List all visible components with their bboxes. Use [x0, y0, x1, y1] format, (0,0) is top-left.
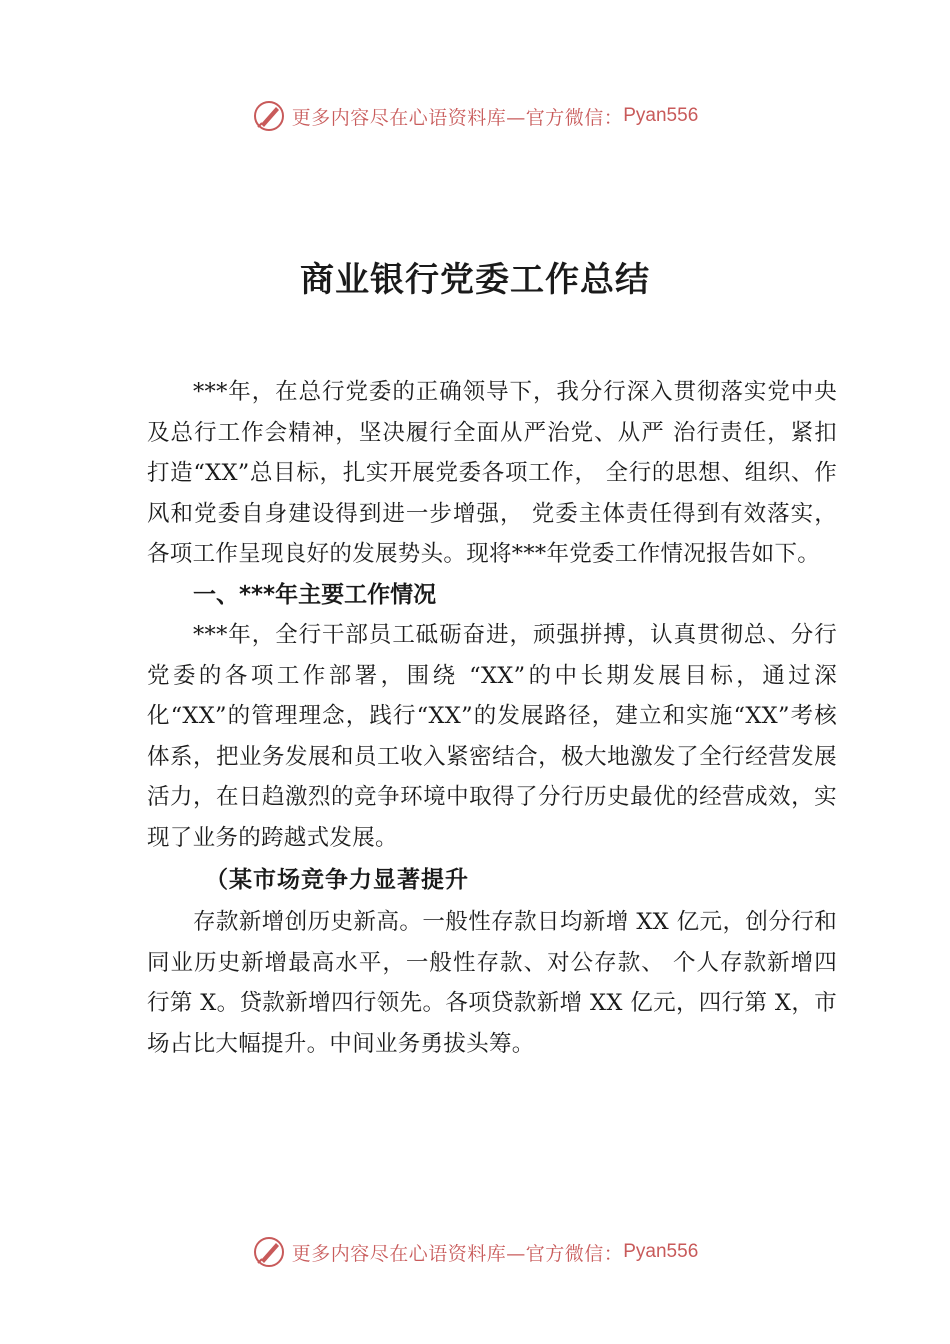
footer-banner: [0, 1232, 950, 1272]
section-paragraph: ***年，全行干部员工砥砺奋进，顽强拼搏，认真贯彻总、分行党委的各项工作部署，围绕 “XX”的中长期发展目标，通过深化“XX”的管理理念，践行“XX”的发展路径，建立和实施“XX”考核体系，把业务发展和员工收入紧密结合，极大地激发了全行经营发展活力，在日趋激烈的竞争环境中取得了分行历史最优的经营成效，实现了业务的跨越式发展。: [147, 622, 837, 851]
pen-circle-icon: [252, 1235, 286, 1269]
document-body: [147, 372, 837, 1064]
wechat-id: Pyan556: [623, 1241, 699, 1262]
page-title: 商业银行党委工作总结: [300, 260, 650, 300]
intro-paragraph: ***年，在总行党委的正确领导下，我分行深入贯彻落实党中央及总行工作会精神，坚决履行全面从严治党、从严 治行责任，紧扣打造“XX”总目标，扎实开展党委各项工作， 全行的思想、组织、作风和党委自身建设得到进一步增强， 党委主体责任得到有效落实，各项工作呈现良好的发展势头。现将***年党委工作情况报告如下。: [147, 379, 837, 567]
header-banner: [0, 96, 950, 136]
banner-text: 更多内容尽在心语资料库—官方微信：: [291, 1242, 624, 1265]
section-heading: 一、***年主要工作情况: [193, 581, 437, 608]
wechat-id: Pyan556: [623, 105, 699, 126]
subsection-heading: （某市场竞争力显著提升: [205, 866, 469, 893]
pen-circle-icon: [252, 99, 286, 133]
banner-text: 更多内容尽在心语资料库—官方微信：: [291, 106, 624, 129]
subsection-paragraph: 存款新增创历史新高。一般性存款日均新增 XX 亿元，创分行和同业历史新增最高水平，一般性存款、对公存款、 个人存款新增四行第 X。贷款新增四行领先。各项贷款新增 XX 亿元，四行第 X，市场占比大幅提升。中间业务勇拔头筹。: [147, 909, 837, 1057]
